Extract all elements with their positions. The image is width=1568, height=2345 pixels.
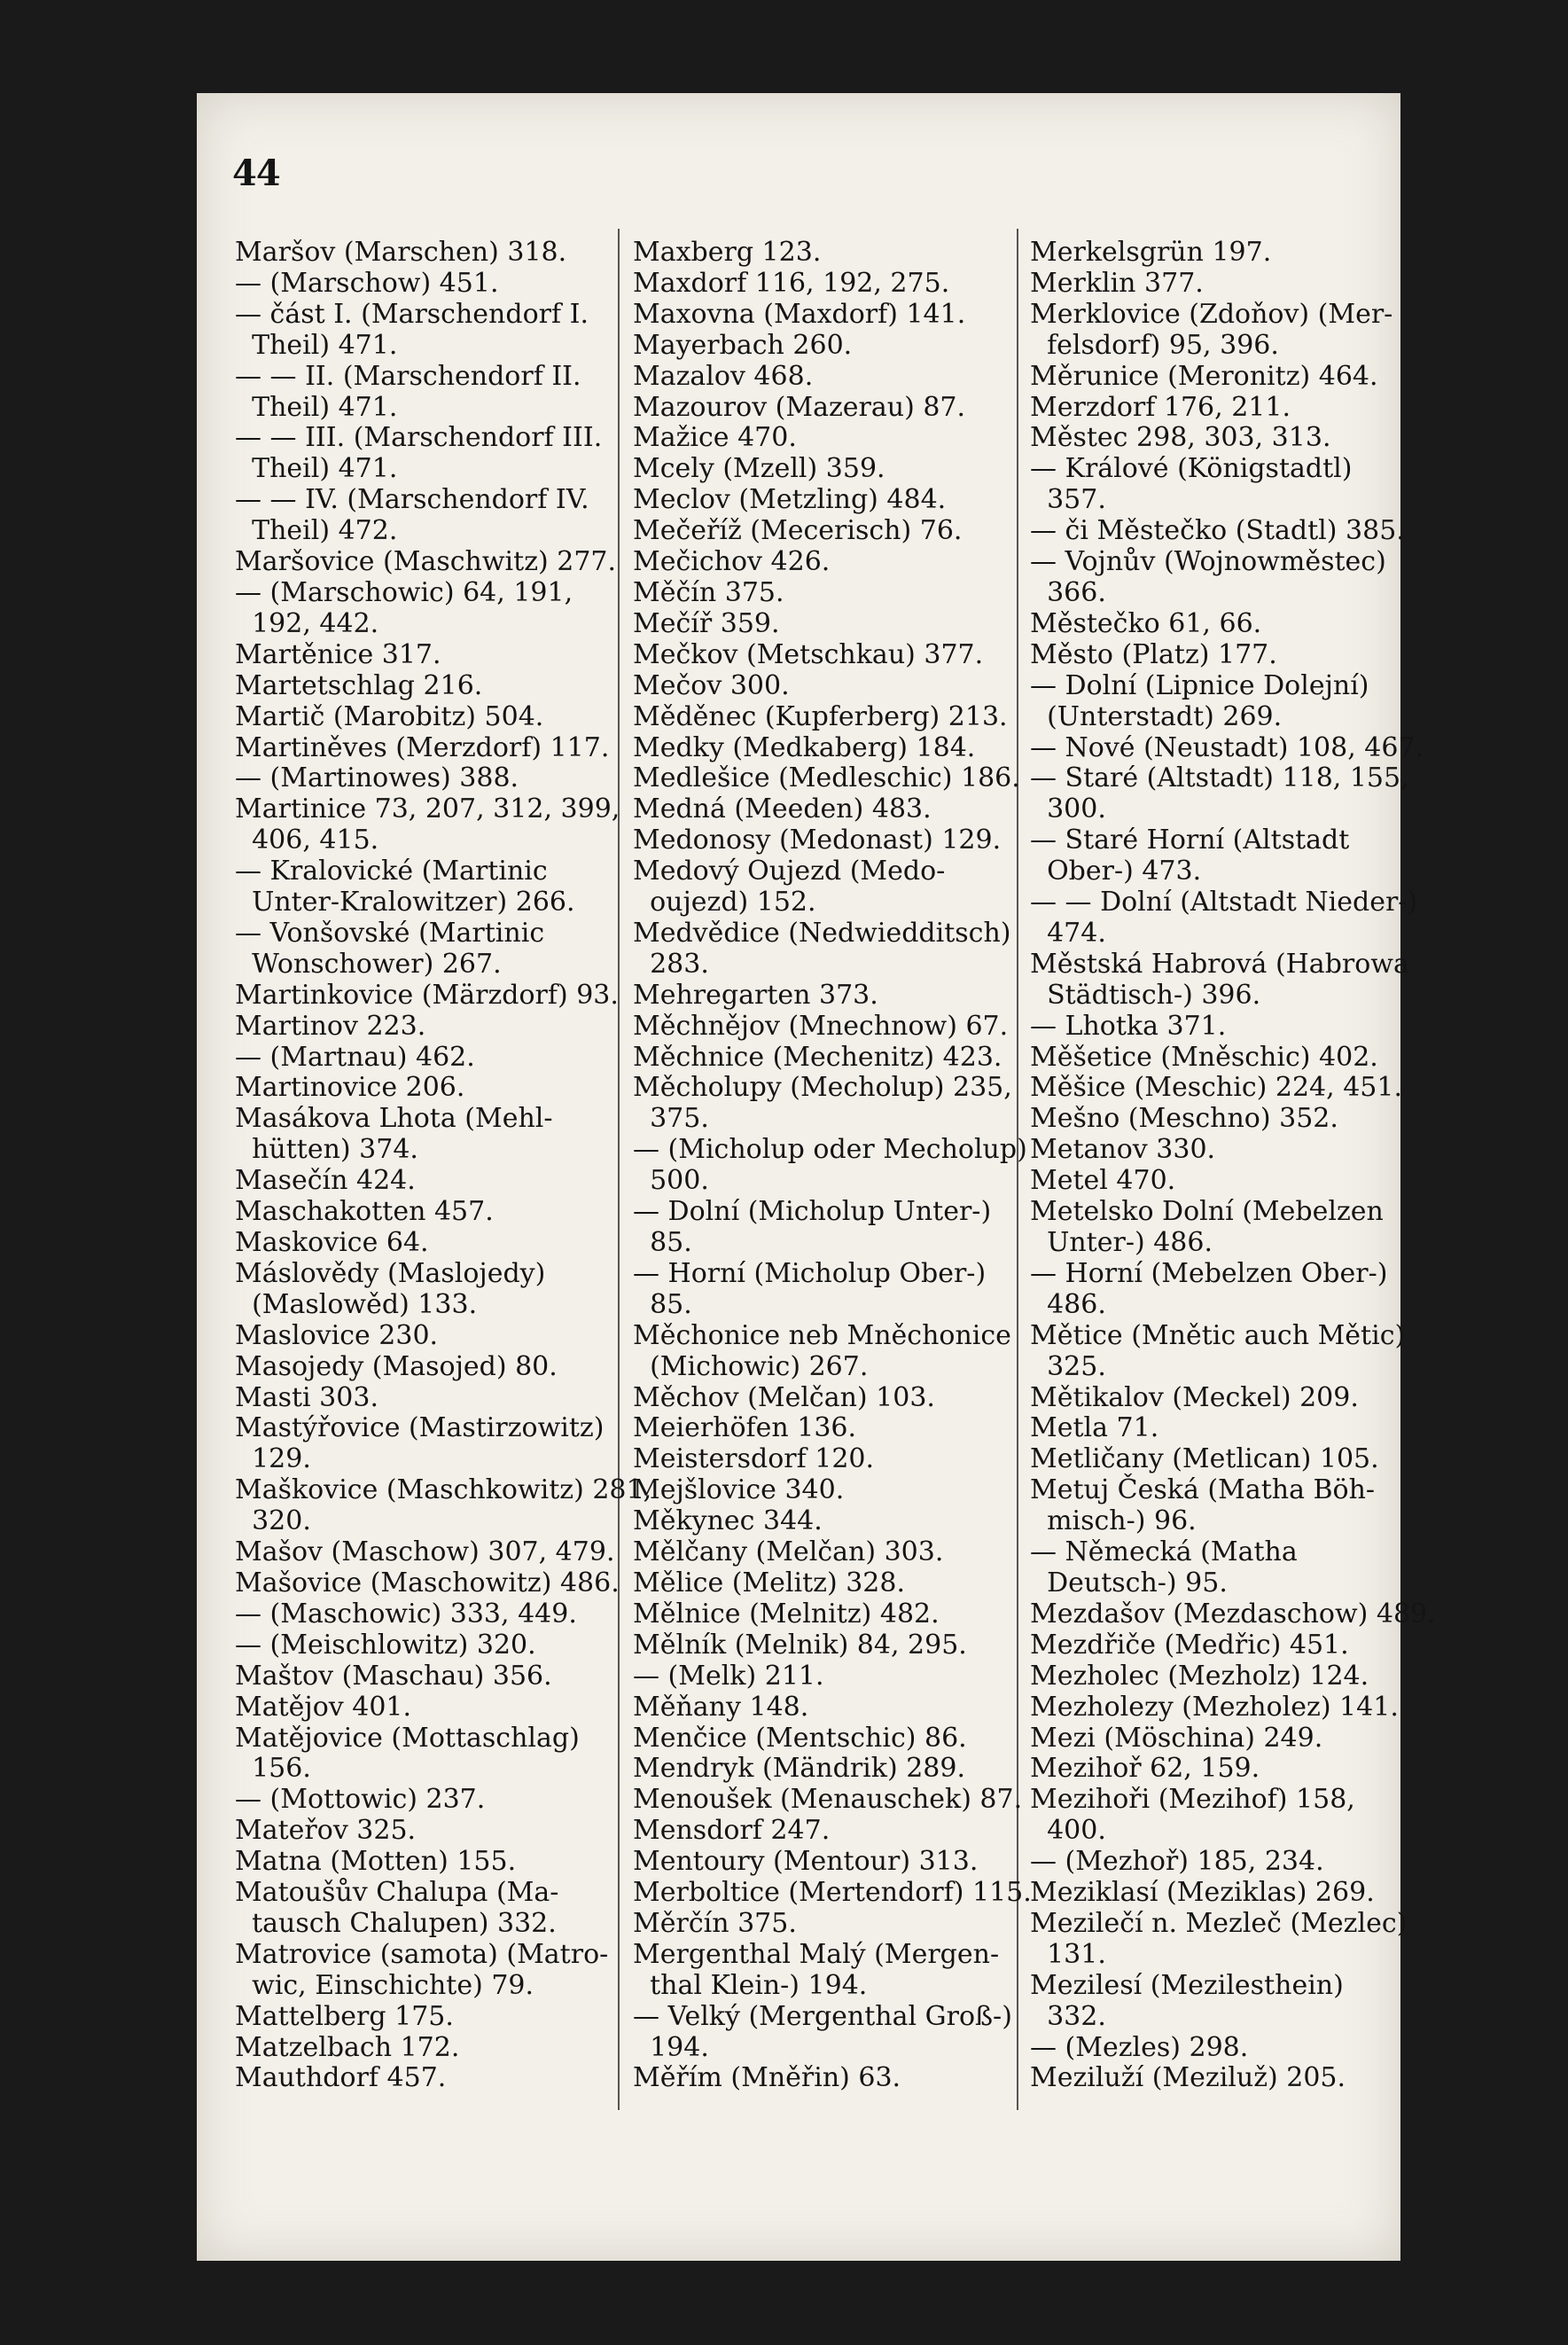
index-entry: Theil) 471. xyxy=(235,391,398,423)
index-entry: 300. xyxy=(1030,793,1106,825)
index-entry: Mětikalov (Meckel) 209. xyxy=(1030,1381,1359,1413)
index-entry: — Vojnův (Wojnowměstec) xyxy=(1030,546,1386,578)
index-entry: Město (Platz) 177. xyxy=(1030,638,1277,670)
index-entry: Městečko 61, 66. xyxy=(1030,607,1262,639)
index-entry: — — IV. (Marschendorf IV. xyxy=(235,484,589,516)
index-entry: 325. xyxy=(1030,1350,1106,1382)
index-entry: Mazourov (Mazerau) 87. xyxy=(633,391,966,423)
index-entry: — Německá (Matha xyxy=(1030,1536,1298,1568)
index-entry: Maxberg 123. xyxy=(633,237,822,268)
index-entry: Mezihoř 62, 159. xyxy=(1030,1753,1260,1785)
index-entry: Martiněves (Merzdorf) 117. xyxy=(235,731,610,763)
index-entry: 320. xyxy=(235,1505,311,1537)
index-entry: — — Dolní (Altstadt Nieder-) xyxy=(1030,887,1418,918)
index-entry: Masákova Lhota (Mehl- xyxy=(235,1103,553,1135)
index-entry: Medový Oujezd (Medo- xyxy=(633,856,946,887)
index-entry: Mazalov 468. xyxy=(633,360,814,392)
index-entry: — (Melk) 211. xyxy=(633,1660,824,1692)
index-entry: — (Maschowic) 333, 449. xyxy=(235,1598,577,1630)
index-entry: — Kralovické (Martinic xyxy=(235,856,548,887)
index-entry: Metelsko Dolní (Mebelzen xyxy=(1030,1196,1384,1228)
index-entry: Mělčany (Melčan) 303. xyxy=(633,1536,944,1568)
index-entry: 156. xyxy=(235,1753,311,1785)
index-entry: — Králové (Königstadtl) xyxy=(1030,453,1353,485)
index-entry: Mastýřovice (Mastirzowitz) xyxy=(235,1412,605,1444)
index-entry: Mejšlovice 340. xyxy=(633,1474,845,1506)
index-entry: Mehregarten 373. xyxy=(633,979,878,1011)
index-entry: Ober-) 473. xyxy=(1030,856,1202,887)
index-entry: 192, 442. xyxy=(235,607,379,639)
index-entry: — Velký (Mergenthal Groß-) xyxy=(633,2000,1012,2032)
index-entry: — Lhotka 371. xyxy=(1030,1010,1227,1042)
index-entry: Medvědice (Nedwiedditsch) xyxy=(633,917,1011,949)
index-entry: Mečichov 426. xyxy=(633,546,831,578)
index-entry: 85. xyxy=(633,1227,692,1258)
index-entry: thal Klein-) 194. xyxy=(633,1969,868,2001)
index-entry: Medonosy (Medonast) 129. xyxy=(633,825,1002,856)
index-entry: Maškovice (Maschkowitz) 281, xyxy=(235,1474,652,1506)
index-entry: Martinovice 206. xyxy=(235,1072,465,1104)
index-entry: Mcely (Mzell) 359. xyxy=(633,453,885,485)
index-entry: Mezilečí n. Mezleč (Mezlec) xyxy=(1030,1907,1408,1939)
index-entry: Theil) 471. xyxy=(235,329,398,361)
index-entry: Mešno (Meschno) 352. xyxy=(1030,1103,1338,1135)
index-entry: Maršov (Marschen) 318. xyxy=(235,237,567,268)
index-entry: Metel 470. xyxy=(1030,1165,1176,1197)
index-entry: — Staré (Altstadt) 118, 155, xyxy=(1030,762,1409,794)
index-entry: Meziluží (Meziluž) 205. xyxy=(1030,2062,1346,2094)
index-entry: — část I. (Marschendorf I. xyxy=(235,298,589,330)
index-entry: felsdorf) 95, 396. xyxy=(1030,329,1279,361)
index-entry: Měchonice neb Mněchonice xyxy=(633,1319,1011,1351)
index-entry: 375. xyxy=(633,1103,709,1135)
index-entry: — Vonšovské (Martinic xyxy=(235,917,545,949)
index-entry: Mensdorf 247. xyxy=(633,1815,831,1847)
index-entry: Měrunice (Meronitz) 464. xyxy=(1030,360,1378,392)
index-entry: Matějovice (Mottaschlag) xyxy=(235,1722,580,1754)
index-entry: Martinov 223. xyxy=(235,1010,426,1042)
index-entry: Maslovice 230. xyxy=(235,1319,439,1351)
index-entry: Deutsch-) 95. xyxy=(1030,1567,1228,1599)
index-entry: Měkynec 344. xyxy=(633,1505,823,1537)
index-entry: Mezholezy (Mezholez) 141. xyxy=(1030,1691,1399,1723)
index-entry: Měšice (Meschic) 224, 451. xyxy=(1030,1072,1403,1104)
index-entry: 486. xyxy=(1030,1288,1106,1320)
index-entry: (Michowic) 267. xyxy=(633,1350,869,1382)
index-entry: Masti 303. xyxy=(235,1381,378,1413)
index-entry: Medky (Medkaberg) 184. xyxy=(633,731,976,763)
index-entry: Městec 298, 303, 313. xyxy=(1030,422,1331,454)
index-entry: Merboltice (Mertendorf) 115. xyxy=(633,1877,1032,1909)
index-entry: Meziklasí (Meziklas) 269. xyxy=(1030,1877,1375,1909)
index-entry: Mateřov 325. xyxy=(235,1815,417,1847)
index-entry: Maršovice (Maschwitz) 277. xyxy=(235,546,617,578)
index-entry: Mělník (Melnik) 84, 295. xyxy=(633,1629,967,1661)
index-entry: Měchnějov (Mnechnow) 67. xyxy=(633,1010,1009,1042)
index-entry: Měňany 148. xyxy=(633,1691,809,1723)
index-entry: — Staré Horní (Altstadt xyxy=(1030,825,1350,856)
index-entry: Masojedy (Masojed) 80. xyxy=(235,1350,558,1382)
index-entry: Městská Habrová (Habrowa xyxy=(1030,948,1409,980)
index-entry: Maskovice 64. xyxy=(235,1227,429,1258)
index-entry: Merzdorf 176, 211. xyxy=(1030,391,1291,423)
index-entry: Mezholec (Mezholz) 124. xyxy=(1030,1660,1369,1692)
index-entry: 131. xyxy=(1030,1938,1106,1970)
index-entry: Mělnice (Melnitz) 482. xyxy=(633,1598,940,1630)
index-entry: Mayerbach 260. xyxy=(633,329,853,361)
index-entry: Menoušek (Menauschek) 87. xyxy=(633,1784,1023,1816)
index-entry: Martěnice 317. xyxy=(235,638,441,670)
index-entry: Theil) 471. xyxy=(235,453,398,485)
index-entry: Mauthdorf 457. xyxy=(235,2062,447,2094)
index-entry: Merklovice (Zdoňov) (Mer- xyxy=(1030,298,1393,330)
index-entry: Matějov 401. xyxy=(235,1691,412,1723)
index-entry: 400. xyxy=(1030,1815,1106,1847)
index-entry: Martetschlag 216. xyxy=(235,669,483,701)
index-entry: 406, 415. xyxy=(235,825,379,856)
index-entry: Meistersdorf 120. xyxy=(633,1443,875,1475)
index-entry: Metličany (Metlican) 105. xyxy=(1030,1443,1379,1475)
index-entry: — (Mezhoř) 185, 234. xyxy=(1030,1846,1324,1878)
index-entry: Maxdorf 116, 192, 275. xyxy=(633,267,950,299)
index-entry: Měšetice (Mněschic) 402. xyxy=(1030,1041,1378,1073)
index-entry: Unter-Kralowitzer) 266. xyxy=(235,887,575,918)
index-entry: Metla 71. xyxy=(1030,1412,1159,1444)
index-entry: Metuj Česká (Matha Böh- xyxy=(1030,1474,1376,1506)
index-entry: — či Městečko (Stadtl) 385. xyxy=(1030,515,1405,547)
index-entry: — Dolní (Micholup Unter-) xyxy=(633,1196,992,1228)
index-entry: 357. xyxy=(1030,484,1106,516)
index-entry: 129. xyxy=(235,1443,311,1475)
index-entry: Meierhöfen 136. xyxy=(633,1412,857,1444)
index-entry: — (Martnau) 462. xyxy=(235,1041,475,1073)
index-entry: 332. xyxy=(1030,2000,1106,2032)
index-entry: 283. xyxy=(633,948,709,980)
index-entry: Měcholupy (Mecholup) 235, xyxy=(633,1072,1012,1104)
index-entry: Mentoury (Mentour) 313. xyxy=(633,1846,979,1878)
index-entry: Mendryk (Mändrik) 289. xyxy=(633,1753,965,1785)
index-entry: (Maslowěd) 133. xyxy=(235,1288,478,1320)
index-entry: 474. xyxy=(1030,917,1106,949)
index-entry: Meclov (Metzling) 484. xyxy=(633,484,947,516)
index-entry: Medná (Meeden) 483. xyxy=(633,793,932,825)
index-entry: Merkelsgrün 197. xyxy=(1030,237,1272,268)
index-entry: Matoušův Chalupa (Ma- xyxy=(235,1877,559,1909)
index-entry: (Unterstadt) 269. xyxy=(1030,700,1283,732)
index-entry: — — II. (Marschendorf II. xyxy=(235,360,581,392)
column-divider-1 xyxy=(618,229,620,2110)
index-entry: Martič (Marobitz) 504. xyxy=(235,700,544,732)
index-entry: Mezilesí (Mezilesthein) xyxy=(1030,1969,1344,2001)
index-entry: Merklin 377. xyxy=(1030,267,1204,299)
index-entry: Měrčín 375. xyxy=(633,1907,797,1939)
index-column-2 xyxy=(633,237,1032,2094)
index-entry: Städtisch-) 396. xyxy=(1030,979,1261,1011)
index-entry: Měčín 375. xyxy=(633,576,784,608)
index-entry: Mezdašov (Mezdaschow) 489. xyxy=(1030,1598,1436,1630)
index-entry: Martinkovice (Märzdorf) 93. xyxy=(235,979,619,1011)
index-entry: — (Marschowic) 64, 191, xyxy=(235,576,573,608)
index-entry: — Horní (Micholup Ober-) xyxy=(633,1257,987,1289)
index-entry: Máslovědy (Maslojedy) xyxy=(235,1257,546,1289)
index-entry: Menčice (Mentschic) 86. xyxy=(633,1722,967,1754)
index-entry: — Horní (Mebelzen Ober-) xyxy=(1030,1257,1388,1289)
index-entry: — (Mottowic) 237. xyxy=(235,1784,486,1816)
index-entry: Matzelbach 172. xyxy=(235,2031,460,2063)
page-number: 44 xyxy=(232,152,280,194)
index-entry: wic, Einschichte) 79. xyxy=(235,1969,534,2001)
index-entry: 85. xyxy=(633,1288,692,1320)
index-entry: Matna (Motten) 155. xyxy=(235,1846,517,1878)
index-entry: — Nové (Neustadt) 108, 467. xyxy=(1030,731,1424,763)
index-entry: — Dolní (Lipnice Dolejní) xyxy=(1030,669,1369,701)
index-entry: Mělice (Melitz) 328. xyxy=(633,1567,906,1599)
index-entry: Unter-) 486. xyxy=(1030,1227,1213,1258)
index-entry: — (Martinowes) 388. xyxy=(235,762,519,794)
index-entry: Masečín 424. xyxy=(235,1165,416,1197)
index-entry: 500. xyxy=(633,1165,709,1197)
index-entry: Mečov 300. xyxy=(633,669,790,701)
index-entry: tausch Chalupen) 332. xyxy=(235,1907,557,1939)
index-entry: Medlešice (Medleschic) 186. xyxy=(633,762,1020,794)
index-entry: hütten) 374. xyxy=(235,1134,418,1166)
index-entry: Mezdřiče (Medřic) 451. xyxy=(1030,1629,1349,1661)
index-entry: — (Meischlowitz) 320. xyxy=(235,1629,536,1661)
index-entry: 366. xyxy=(1030,576,1106,608)
index-column-3 xyxy=(1030,237,1436,2094)
index-entry: Mečíř 359. xyxy=(633,607,780,639)
index-entry: Mětice (Mnětic auch Mětic) xyxy=(1030,1319,1406,1351)
index-entry: Mergenthal Malý (Mergen- xyxy=(633,1938,1000,1970)
index-entry: Měchnice (Mechenitz) 423. xyxy=(633,1041,1002,1073)
column-divider-2 xyxy=(1017,229,1018,2110)
index-entry: Wonschower) 267. xyxy=(235,948,502,980)
index-entry: Mažice 470. xyxy=(633,422,797,454)
index-entry: 194. xyxy=(633,2031,709,2063)
index-entry: oujezd) 152. xyxy=(633,887,816,918)
index-entry: — (Mezles) 298. xyxy=(1030,2031,1249,2063)
index-entry: Maxovna (Maxdorf) 141. xyxy=(633,298,966,330)
index-entry: — (Marschow) 451. xyxy=(235,267,499,299)
index-entry: Theil) 472. xyxy=(235,515,398,547)
index-entry: Mezi (Möschina) 249. xyxy=(1030,1722,1323,1754)
index-entry: misch-) 96. xyxy=(1030,1505,1197,1537)
index-entry: — (Micholup oder Mecholup) xyxy=(633,1134,1027,1166)
index-entry: — — III. (Marschendorf III. xyxy=(235,422,603,454)
index-entry: Mezihoři (Mezihof) 158, xyxy=(1030,1784,1355,1816)
index-entry: Matrovice (samota) (Matro- xyxy=(235,1938,609,1970)
index-entry: Mečeříž (Mecerisch) 76. xyxy=(633,515,963,547)
index-entry: Mattelberg 175. xyxy=(235,2000,454,2032)
index-entry: Mečkov (Metschkau) 377. xyxy=(633,638,984,670)
index-entry: Metanov 330. xyxy=(1030,1134,1216,1166)
index-entry: Měděnec (Kupferberg) 213. xyxy=(633,700,1008,732)
index-entry: Martinice 73, 207, 312, 399, xyxy=(235,793,620,825)
index-entry: Maštov (Maschau) 356. xyxy=(235,1660,552,1692)
index-entry: Měchov (Melčan) 103. xyxy=(633,1381,935,1413)
index-entry: Mašovice (Maschowitz) 486. xyxy=(235,1567,620,1599)
index-entry: Maschakotten 457. xyxy=(235,1196,494,1228)
index-entry: Měřím (Mněřin) 63. xyxy=(633,2062,901,2094)
index-column-1 xyxy=(235,237,652,2094)
index-entry: Mašov (Maschow) 307, 479. xyxy=(235,1536,615,1568)
